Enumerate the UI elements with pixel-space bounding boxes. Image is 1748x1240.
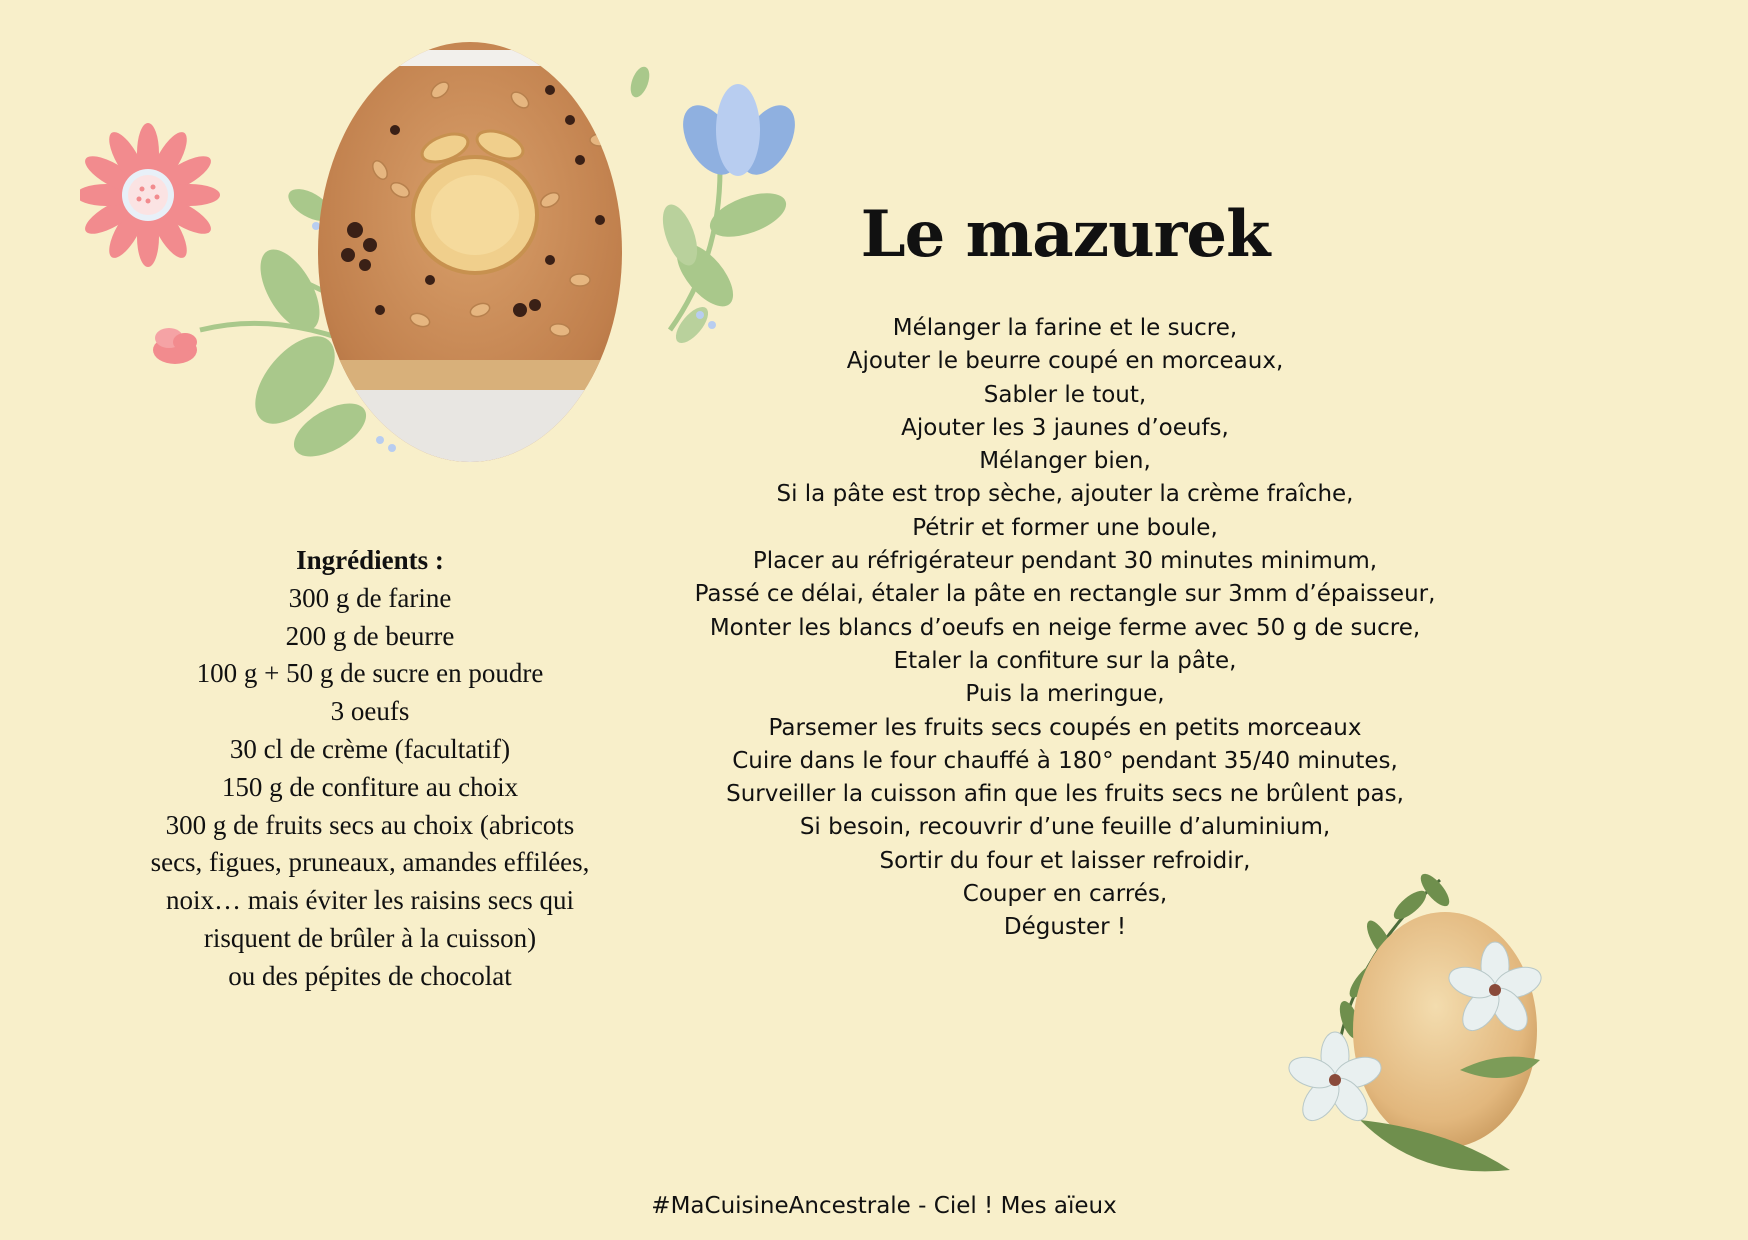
recipe-step: Surveiller la cuisson afin que les fruits secs ne brûlent pas, — [726, 781, 1404, 808]
recipe-step: Puis la meringue, — [965, 681, 1165, 708]
ingredients-heading: Ingrédients : — [296, 545, 444, 575]
recipe-step: Couper en carrés, — [962, 881, 1168, 908]
recipe-step: Ajouter les 3 jaunes d’oeufs, — [901, 414, 1229, 441]
blue-tulip-icon — [672, 84, 806, 184]
recipe-step: Ajouter le beurre coupé en morceaux, — [846, 348, 1284, 375]
ingredient-line: ou des pépites de chocolat — [228, 960, 512, 991]
recipe-step: Placer au réfrigérateur pendant 30 minutes minimum, — [752, 548, 1378, 575]
ingredient-line: 150 g de confiture au choix — [221, 771, 519, 802]
recipe-step: Monter les blancs d’oeufs en neige ferme avec 50 g de sucre, — [709, 614, 1421, 641]
recipe-step: Déguster ! — [1003, 914, 1127, 941]
ingredient-line: noix… mais éviter les raisins secs qui — [166, 885, 574, 916]
ingredient-line: 30 cl de crème (facultatif) — [229, 733, 511, 764]
ingredient-line: 3 oeufs — [330, 696, 410, 727]
recipe-step: Si la pâte est trop sèche, ajouter la crème fraîche, — [776, 481, 1354, 508]
ingredient-line: 300 g de fruits secs au choix (abricots — [165, 809, 575, 840]
ingredient-line: risquent de brûler à la cuisson) — [203, 922, 537, 953]
recipe-step: Mélanger bien, — [979, 448, 1151, 475]
footer-hashtag: #MaCuisineAncestrale - Ciel ! Mes aïeux — [651, 1193, 1117, 1219]
recipe-steps — [660, 312, 1470, 945]
recipe-step: Mélanger la farine et le sucre, — [892, 315, 1238, 341]
ingredient-line: 100 g + 50 g de sucre en poudre — [196, 658, 544, 689]
painted-egg-icon — [1353, 912, 1537, 1148]
ingredient-line: 300 g de farine — [288, 582, 452, 613]
recipe-step: Pétrir et former une boule, — [912, 514, 1218, 541]
recipe-step: Etaler la confiture sur la pâte, — [893, 647, 1237, 674]
ingredient-line: secs, figues, pruneaux, amandes effilées, — [150, 847, 590, 878]
recipe-step: Cuire dans le four chauffé à 180° pendant 35/40 minutes, — [732, 747, 1398, 774]
recipe-step: Sortir du four et laisser refroidir, — [879, 847, 1251, 874]
recipe-step: Parsemer les fruits secs coupés en petits morceaux — [768, 714, 1362, 741]
recipe-step: Si besoin, recouvrir d’une feuille d’aluminium, — [799, 814, 1331, 841]
easter-egg-illustration — [1270, 860, 1580, 1190]
ingredients-list — [110, 580, 630, 996]
recipe-step: Passé ce délai, étaler la pâte en rectangle sur 3mm d’épaisseur, — [694, 581, 1436, 608]
pink-daisy-icon — [80, 123, 220, 267]
recipe-step: Sabler le tout, — [983, 381, 1147, 408]
ingredient-line: 200 g de beurre — [285, 620, 455, 651]
recipe-title: Le mazurek — [860, 197, 1270, 272]
ingredients-block — [110, 542, 630, 996]
small-pink-flower-icon — [153, 328, 197, 364]
